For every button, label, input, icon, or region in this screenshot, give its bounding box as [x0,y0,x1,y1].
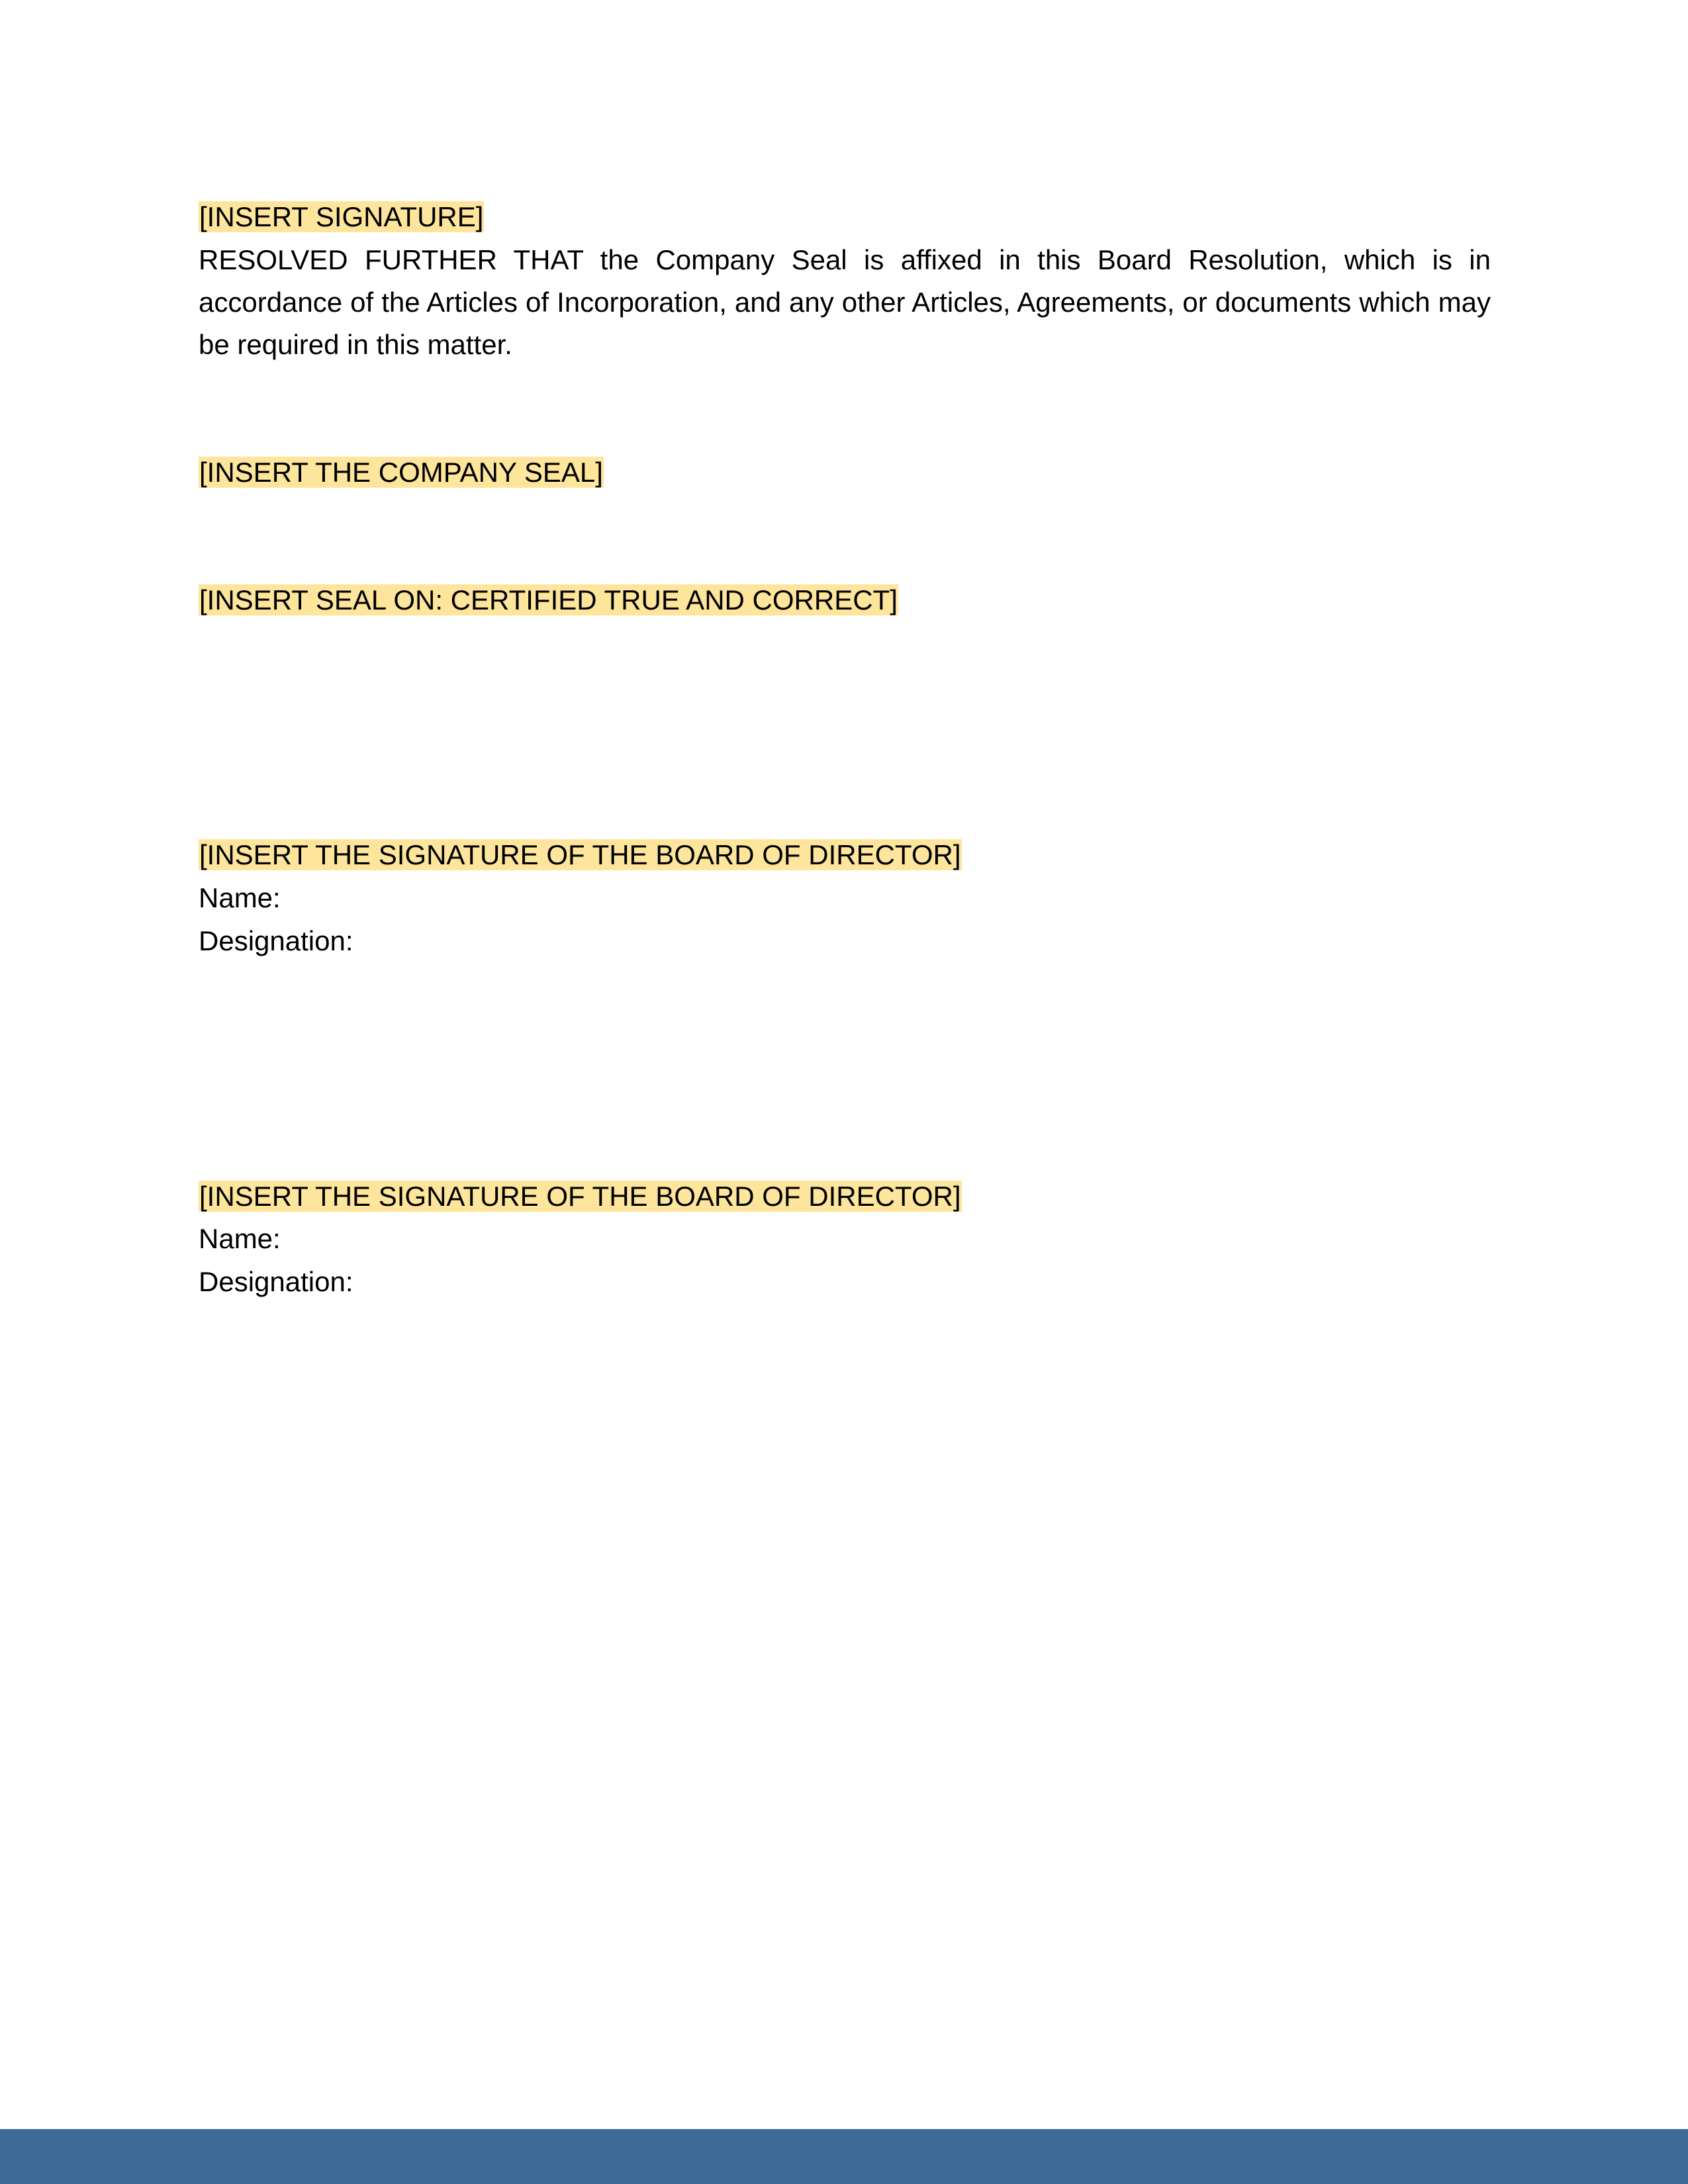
certified-seal-line [199,579,898,621]
designation-label: Designation: [199,1266,353,1297]
director-signature-placeholder: [INSERT THE SIGNATURE OF THE BOARD OF DIRECTOR] [199,1181,961,1212]
resolution-paragraph: RESOLVED FURTHER THAT the Company Seal is affixed in this Board Resolution, which is in accordance of the Articles of Incorporation, and any other Articles, Agreements, or documents which may be required in this matter. [199,244,1491,360]
company-seal-line [199,451,604,494]
designation-label: Designation: [199,925,353,956]
director-signature-placeholder: [INSERT THE SIGNATURE OF THE BOARD OF DIRECTOR] [199,839,961,870]
name-label: Name: [199,1223,281,1254]
footer-bar [0,2129,1688,2184]
company-seal-placeholder: [INSERT THE COMPANY SEAL] [199,457,603,488]
name-label: Name: [199,882,281,913]
signature-placeholder: [INSERT SIGNATURE] [199,201,484,232]
director-signature-line [199,1175,962,1218]
certified-seal-placeholder: [INSERT SEAL ON: CERTIFIED TRUE AND CORRECT] [199,584,898,615]
signature-placeholder-line [199,196,484,238]
director-signature-line [199,834,962,876]
